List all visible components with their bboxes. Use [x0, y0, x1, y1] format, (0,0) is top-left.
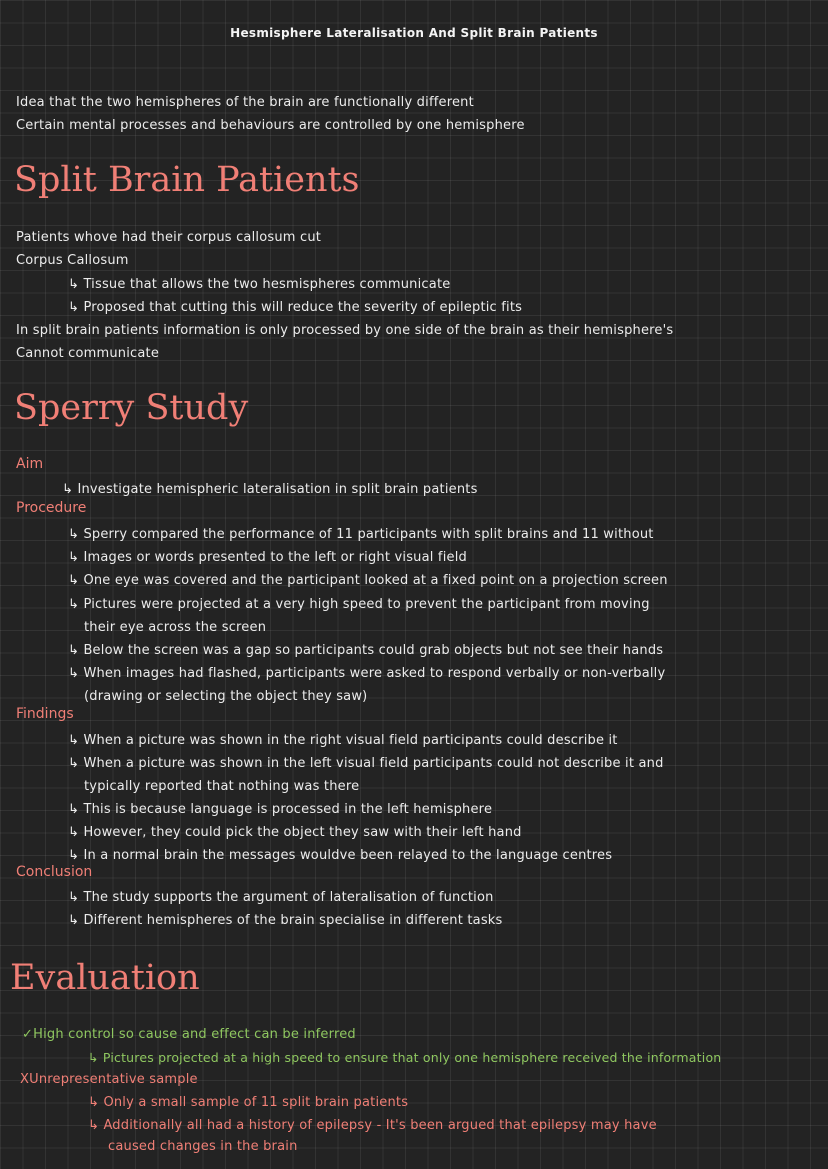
aim-label: Aim [16, 456, 44, 472]
arrow-icon: ↳ [68, 300, 84, 315]
split-line: Patients whove had their corpus callosum cut [16, 230, 322, 245]
arrow-icon: ↳ [68, 277, 84, 292]
procedure-label: Procedure [16, 500, 87, 516]
procedure-item-cont: (drawing or selecting the object they saw) [84, 689, 368, 704]
finding-item: ↳ However, they could pick the object they saw with their left hand [68, 825, 522, 840]
intro-line-1: Idea that the two hemispheres of the brain are functionally different [16, 95, 474, 110]
procedure-item-cont: their eye across the screen [84, 620, 267, 635]
arrow-icon: ↳ [88, 1118, 104, 1133]
arrow-icon: ↳ [88, 1095, 104, 1110]
procedure-item: ↳ Images or words presented to the left or right visual field [68, 550, 467, 565]
procedure-item: ↳ Sperry compared the performance of 11 participants with split brains and 11 without [68, 527, 654, 542]
page-title: Hesmisphere Lateralisation And Split Brain Patients [230, 26, 598, 40]
finding-item: ↳ When a picture was shown in the left visual field participants could not describe it and [68, 756, 664, 771]
arrow-icon: ↳ [68, 666, 84, 681]
procedure-item: ↳ Below the screen was a gap so participants could grab objects but not see their hands [68, 643, 664, 658]
arrow-icon: ↳ [68, 825, 84, 840]
split-line: Cannot communicate [16, 346, 160, 361]
finding-item: ↳ In a normal brain the messages wouldve been relayed to the language centres [68, 848, 613, 863]
evaluation-positive: ✓High control so cause and effect can be inferred [22, 1027, 356, 1042]
evaluation-negative: XUnrepresentative sample [20, 1072, 198, 1087]
procedure-item: ↳ One eye was covered and the participant looked at a fixed point on a projection screen [68, 573, 668, 588]
evaluation-heading: Evaluation [10, 958, 200, 998]
arrow-icon: ↳ [68, 527, 84, 542]
arrow-icon: ↳ [68, 643, 84, 658]
conclusion-item: ↳ Different hemispheres of the brain specialise in different tasks [68, 913, 503, 928]
split-bullet: ↳ Tissue that allows the two hesmispheres communicate [68, 277, 451, 292]
finding-item-cont: typically reported that nothing was there [84, 779, 360, 794]
aim-bullet: ↳ Investigate hemispheric lateralisation in split brain patients [62, 482, 478, 497]
split-brain-heading: Split Brain Patients [14, 160, 360, 200]
arrow-icon: ↳ [88, 1050, 103, 1065]
evaluation-negative-detail: ↳ Only a small sample of 11 split brain patients [88, 1095, 409, 1110]
cross-icon: X [20, 1072, 30, 1087]
sperry-heading: Sperry Study [14, 388, 249, 428]
split-bullet: ↳ Proposed that cutting this will reduce the severity of epileptic fits [68, 300, 523, 315]
arrow-icon: ↳ [68, 550, 84, 565]
finding-item: ↳ When a picture was shown in the right visual field participants could describe it [68, 733, 618, 748]
arrow-icon: ↳ [68, 733, 84, 748]
check-icon: ✓ [22, 1027, 34, 1042]
evaluation-positive-detail: ↳ Pictures projected at a high speed to ensure that only one hemisphere received the information [88, 1050, 722, 1065]
split-line: In split brain patients information is only processed by one side of the brain as their hemisphere's [16, 323, 674, 338]
procedure-item: ↳ When images had flashed, participants were asked to respond verbally or non-verbally [68, 666, 666, 681]
arrow-icon: ↳ [68, 802, 84, 817]
finding-item: ↳ This is because language is processed in the left hemisphere [68, 802, 493, 817]
arrow-icon: ↳ [68, 913, 84, 928]
arrow-icon: ↳ [62, 482, 78, 497]
arrow-icon: ↳ [68, 848, 84, 863]
arrow-icon: ↳ [68, 756, 84, 771]
evaluation-negative-detail: ↳ Additionally all had a history of epilepsy - It's been argued that epilepsy may have [88, 1118, 657, 1133]
conclusion-label: Conclusion [16, 864, 93, 880]
intro-line-2: Certain mental processes and behaviours are controlled by one hemisphere [16, 118, 525, 133]
procedure-item: ↳ Pictures were projected at a very high speed to prevent the participant from moving [68, 597, 650, 612]
findings-label: Findings [16, 706, 74, 722]
arrow-icon: ↳ [68, 573, 84, 588]
split-line: Corpus Callosum [16, 253, 129, 268]
arrow-icon: ↳ [68, 597, 84, 612]
evaluation-negative-detail-cont: caused changes in the brain [108, 1139, 298, 1154]
conclusion-item: ↳ The study supports the argument of lateralisation of function [68, 890, 494, 905]
arrow-icon: ↳ [68, 890, 84, 905]
